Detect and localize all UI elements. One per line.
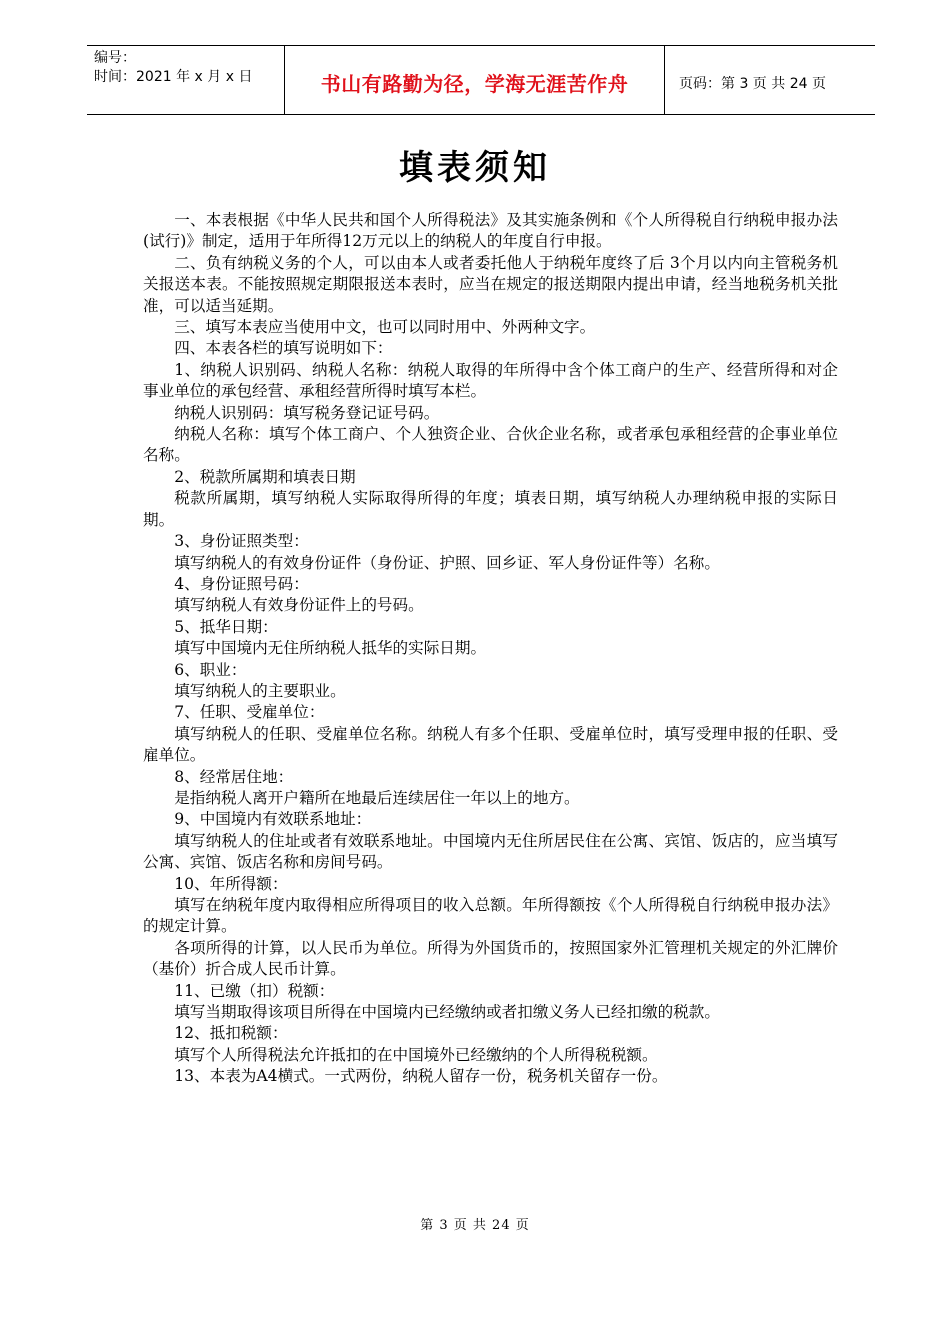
paragraph: 纳税人名称：填写个体工商户、个人独资企业、合伙企业名称，或者承包承租经营的企事业单位名称。 [143,425,838,465]
header-meta-cell [87,46,285,114]
paragraph: 8、经常居住地： [174,767,294,786]
paragraph: 7、任职、受雇单位： [174,703,325,722]
paragraph: 填写在纳税年度内取得相应所得项目的收入总额。年所得额按《个人所得税自行纳税申报办法》的规定计算。 [143,896,838,936]
document-time-label: 时间：2021 年 x 月 x 日 [94,69,253,85]
paragraph: 3、身份证照类型： [174,532,309,551]
paragraph: 是指纳税人离开户籍所在地最后连续居住一年以上的地方。 [174,788,580,807]
paragraph: 一、本表根据《中华人民共和国个人所得税法》及其实施条例和《个人所得税自行纳税申报办法(试行)》制定，适用于年所得12万元以上的纳税人的年度自行申报。 [143,211,838,251]
paragraph: 9、中国境内有效联系地址： [174,810,372,829]
paragraph: 6、职业： [174,660,247,679]
header-page-info: 页码：第 3 页 共 24 页 [679,76,826,92]
header-motto-cell [285,46,665,114]
page-title: 填表须知 [399,148,551,188]
header-motto: 书山有路勤为径，学海无涯苦作舟 [320,72,629,96]
paragraph: 填写纳税人的任职、受雇单位名称。纳税人有多个任职、受雇单位时，填写受理申报的任职、受雇单位。 [143,724,838,765]
instructions-body [143,210,838,1088]
paragraph: 10、年所得额： [174,874,288,893]
paragraph: 1、纳税人识别码、纳税人名称：纳税人取得的年所得中含个体工商户的生产、经营所得和对企事业单位的承包经营、承租经营所得时填写本栏。 [143,360,838,401]
paragraph: 各项所得的计算，以人民币为单位。所得为外国货币的，按照国家外汇管理机关规定的外汇牌价（基价）折合成人民币计算。 [143,938,838,979]
paragraph: 填写个人所得税法允许抵扣的在中国境外已经缴纳的个人所得税税额。 [174,1045,658,1064]
page-header [87,45,875,115]
paragraph: 填写纳税人的有效身份证件（身份证、护照、回乡证、军人身份证件等）名称。 [174,553,720,572]
header-page-cell [665,46,875,114]
paragraph: 二、负有纳税义务的个人，可以由本人或者委托他人于纳税年度终了后 3个月以内向主管税务机关报送本表。不能按照规定期限报送本表时，应当在规定的报送期限内提出申请，经当地税务机关批准，可以适当延期。 [143,253,838,315]
paragraph: 纳税人识别码：填写税务登记证号码。 [174,403,440,422]
page-footer: 第 3 页 共 24 页 [420,1218,530,1233]
paragraph: 11、已缴（扣）税额： [174,981,335,1000]
paragraph: 12、抵扣税额： [174,1024,288,1043]
paragraph: 4、身份证照号码： [174,574,309,593]
paragraph: 2、税款所属期和填表日期 [174,467,356,486]
paragraph: 5、抵华日期： [174,617,278,636]
document-number-label: 编号： [94,50,136,66]
paragraph: 三、填写本表应当使用中文，也可以同时用中、外两种文字。 [174,318,596,337]
paragraph: 填写纳税人的住址或者有效联系地址。中国境内无住所居民住在公寓、宾馆、饭店的，应当填写公寓、宾馆、饭店名称和房间号码。 [143,831,838,872]
paragraph: 填写纳税人有效身份证件上的号码。 [174,596,424,615]
paragraph: 填写中国境内无住所纳税人抵华的实际日期。 [174,639,487,658]
paragraph: 四、本表各栏的填写说明如下： [174,339,393,358]
paragraph: 填写当期取得该项目所得在中国境内已经缴纳或者扣缴义务人已经扣缴的税款。 [174,1003,720,1022]
paragraph: 填写纳税人的主要职业。 [174,681,346,700]
paragraph: 13、本表为A4横式。一式两份，纳税人留存一份，税务机关留存一份。 [174,1067,668,1086]
paragraph: 税款所属期，填写纳税人实际取得所得的年度；填表日期，填写纳税人办理纳税申报的实际日期。 [143,489,838,529]
